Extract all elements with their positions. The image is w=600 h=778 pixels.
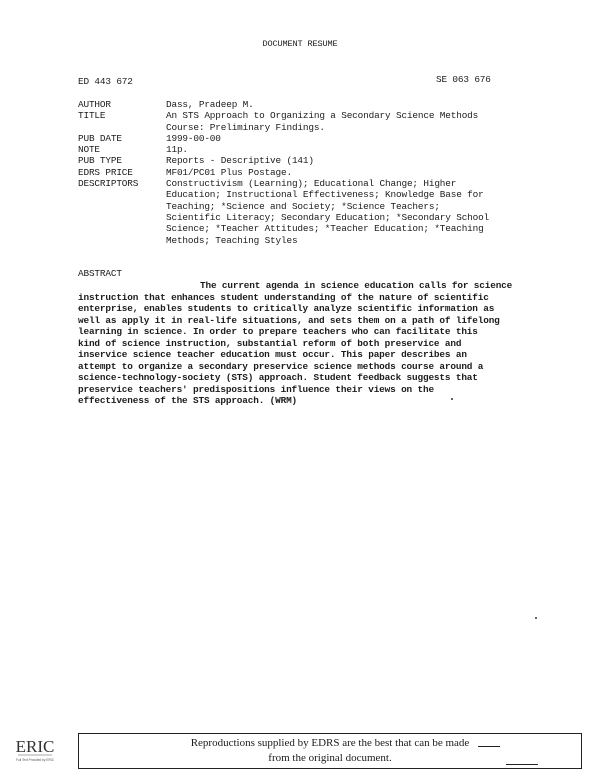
field-value-line: MF01/PC01 Plus Postage. xyxy=(166,166,292,178)
field-value xyxy=(166,99,548,110)
field-pub-type xyxy=(78,155,548,166)
field-label: DESCRIPTORS xyxy=(78,178,139,190)
field-value-line: Constructivism (Learning); Educational Change; Higher xyxy=(166,178,457,190)
field-value-line: An STS Approach to Organizing a Secondary Science Methods xyxy=(166,110,479,122)
field-value-line: Dass, Pradeep M. xyxy=(166,99,254,110)
field-value-line: 1999-00-00 xyxy=(166,132,221,144)
field-value xyxy=(166,167,548,178)
field-value xyxy=(166,144,548,155)
field-label: NOTE xyxy=(78,144,100,156)
field-value xyxy=(166,155,548,166)
field-value-line: Science; *Teacher Attitudes; *Teacher Education; *Teaching xyxy=(166,223,484,235)
field-title xyxy=(78,110,548,133)
abstract-line: learning in science. In order to prepare teachers who can facilitate this xyxy=(78,326,478,337)
scan-speck xyxy=(535,617,537,619)
se-number: SE 063 676 xyxy=(436,74,491,85)
field-label: TITLE xyxy=(78,110,106,122)
field-label: EDRS PRICE xyxy=(78,166,133,178)
field-edrs-price xyxy=(78,167,548,178)
field-author xyxy=(78,99,548,110)
field-descriptors xyxy=(78,178,548,246)
abstract-line: effectiveness of the STS approach. (WRM) xyxy=(78,395,298,406)
reproduction-line-1: Reproductions supplied by EDRS are the best that can be made xyxy=(190,737,470,749)
abstract-line: inservice science teacher education must occur. This paper describes an xyxy=(78,349,467,360)
abstract-heading: ABSTRACT xyxy=(78,268,122,279)
abstract-line: well as apply it in real-life situations, and sets them on a path of lifelong xyxy=(78,314,500,326)
abstract-line: enterprise, enables students to critically analyze scientific information as xyxy=(78,303,495,314)
eric-logo xyxy=(14,735,56,765)
field-value xyxy=(166,110,548,133)
field-value-line: Education; Instructional Effectiveness; Knowledge Base for xyxy=(166,189,484,201)
field-value-line: 11p. xyxy=(166,144,188,156)
field-value-line: Reports - Descriptive (141) xyxy=(166,155,314,167)
field-pub-date xyxy=(78,133,548,144)
ed-number: ED 443 672 xyxy=(78,76,133,87)
abstract-line: science-technology-society (STS) approach. Student feedback suggests that xyxy=(78,372,478,383)
field-label: AUTHOR xyxy=(78,99,111,110)
eric-logo-text: ERIC xyxy=(15,737,55,756)
notice-rule xyxy=(478,746,500,747)
field-value-line: Scientific Literacy; Secondary Education; *Secondary School xyxy=(166,211,490,223)
abstract-line: instruction that enhances student understanding of the nature of scientific xyxy=(78,291,489,303)
field-value xyxy=(166,178,548,246)
abstract-line: The current agenda in science education calls for science xyxy=(200,280,513,291)
field-label: PUB TYPE xyxy=(78,155,122,167)
field-label: PUB DATE xyxy=(78,132,122,144)
abstract-line: kind of science instruction, substantial reform of both preservice and xyxy=(78,337,462,349)
metadata-fields xyxy=(78,99,548,246)
eric-logo-subtext: Full Text Provided by ERIC xyxy=(15,758,55,762)
abstract-line: preservice teachers' predispositions influence their views on the xyxy=(78,383,434,395)
field-note xyxy=(78,144,548,155)
notice-rule xyxy=(506,764,538,765)
document-title: DOCUMENT RESUME xyxy=(262,39,338,49)
scan-speck xyxy=(451,398,453,400)
abstract-line: attempt to organize a secondary preservice science methods course around a xyxy=(78,360,484,372)
abstract-body xyxy=(78,280,548,407)
field-value-line: Course: Preliminary Findings. xyxy=(166,121,325,133)
reproduction-line-2: from the original document. xyxy=(268,752,392,764)
field-value-line: Teaching; *Science and Society; *Science Teachers; xyxy=(166,200,440,212)
field-value-line: Methods; Teaching Styles xyxy=(166,234,298,246)
field-value xyxy=(166,133,548,144)
